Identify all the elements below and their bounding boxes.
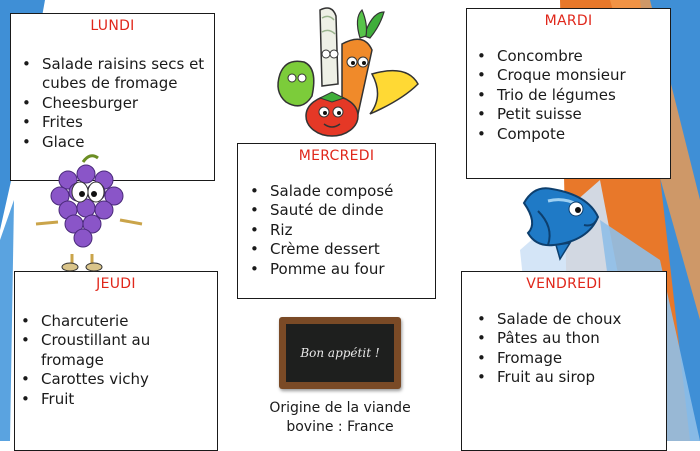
menu-item: • Croustillant au fromage [21,331,217,370]
menu-item: • Compote [477,125,670,144]
menu-item: • Charcuterie [21,312,217,331]
origin-note [240,399,440,437]
chalkboard-icon [279,317,401,389]
origin-line-2: bovine : France [286,419,394,435]
day-box-jeudi [14,271,218,451]
vegetables-group-icon [272,4,422,139]
menu-item: • Fruit [21,390,217,409]
day-box-vendredi [461,271,667,451]
menu-list-mercredi [250,182,435,279]
menu-item: • Pomme au four [250,260,435,279]
menu-list-mardi [477,47,670,144]
menu-list-jeudi [21,312,217,409]
chalkboard-text: Bon appétit ! [286,324,394,382]
menu-item: • Salade de choux [477,310,666,329]
menu-item: • Croque monsieur [477,66,670,85]
menu-item: • Concombre [477,47,670,66]
menu-item: • Fromage [477,349,666,368]
day-box-mercredi [237,143,436,299]
day-title-lundi: LUNDI [90,18,135,34]
day-title-jeudi: JEUDI [96,276,136,292]
day-box-mardi [466,8,671,179]
menu-item: • Sauté de dinde [250,201,435,220]
menu-item: • Fruit au sirop [477,368,666,387]
grape-character-icon [28,150,148,275]
menu-item: • Pâtes au thon [477,329,666,348]
menu-item: • Glace [22,133,214,152]
origin-line-1: Origine de la viande [269,400,411,416]
menu-item: • Cheesburger [22,94,214,113]
menu-item: • Frites [22,113,214,132]
menu-item: • Riz [250,221,435,240]
day-title-mardi: MARDI [544,13,593,29]
menu-item: • Salade raisins secs et cubes de fromage [22,55,214,94]
menu-item: • Salade composé [250,182,435,201]
day-title-vendredi: VENDREDI [526,276,602,292]
fish-icon [518,183,606,261]
menu-item: • Trio de légumes [477,86,670,105]
menu-item: • Petit suisse [477,105,670,124]
menu-list-vendredi [477,310,666,388]
menu-list-lundi [22,55,214,152]
menu-item: • Carottes vichy [21,370,217,389]
menu-item: • Crème dessert [250,240,435,259]
day-title-mercredi: MERCREDI [298,148,375,164]
